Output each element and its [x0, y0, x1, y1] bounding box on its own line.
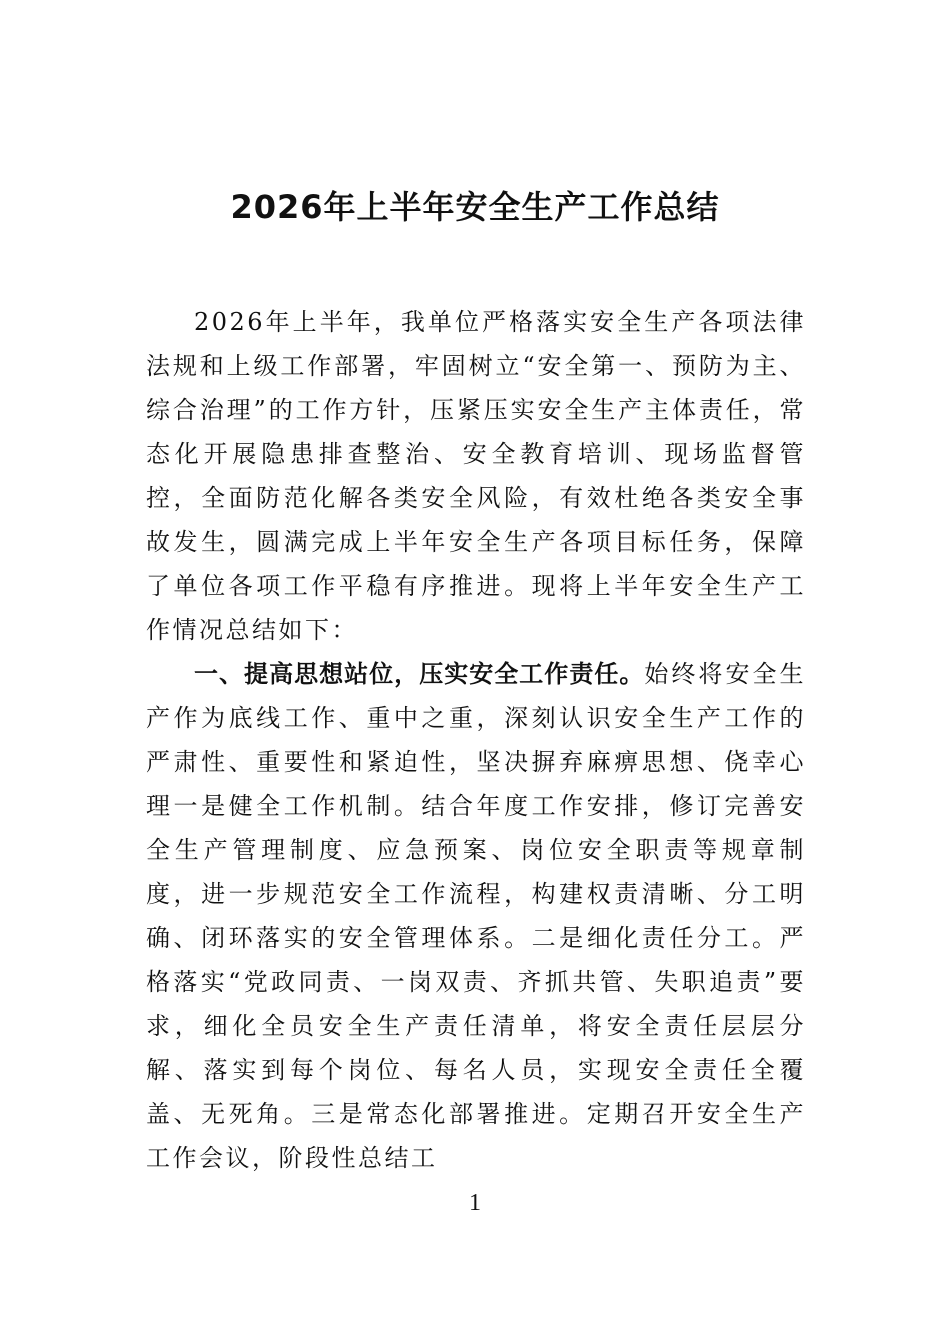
section-1-heading: 一、提高思想站位，压实安全工作责任。 [194, 660, 645, 688]
intro-paragraph: 2026年上半年，我单位严格落实安全生产各项法律法规和上级工作部署，牢固树立“安全第一、预防为主、综合治理”的工作方针，压紧压实安全生产主体责任，常态化开展隐患排查整治、安全教育培训、现场监督管控，全面防范化解各类安全风险，有效杜绝各类安全事故发生，圆满完成上半年安全生产各项目标任务，保障了单位各项工作平稳有序推进。现将上半年安全生产工作情况总结如下： [146, 308, 806, 644]
section-1-body: 始终将安全生产作为底线工作、重中之重，深刻认识安全生产工作的严肃性、重要性和紧迫性，坚决摒弃麻痹思想、侥幸心理一是健全工作机制。结合年度工作安排，修订完善安全生产管理制度、应急预案、岗位安全职责等规章制度，进一步规范安全工作流程，构建权责清晰、分工明确、闭环落实的安全管理体系。二是细化责任分工。严格落实“党政同责、一岗双责、齐抓共管、失职追责”要求，细化全员安全生产责任清单，将安全责任层层分解、落实到每个岗位、每名人员，实现安全责任全覆盖、无死角。三是常态化部署推进。定期召开安全生产工作会议，阶段性总结工 [146, 660, 806, 1172]
document-title: 2026年上半年安全生产工作总结 [230, 188, 720, 226]
section-1-paragraph [146, 652, 806, 1180]
page-number: 1 [469, 1190, 481, 1216]
document-body [146, 300, 806, 1180]
